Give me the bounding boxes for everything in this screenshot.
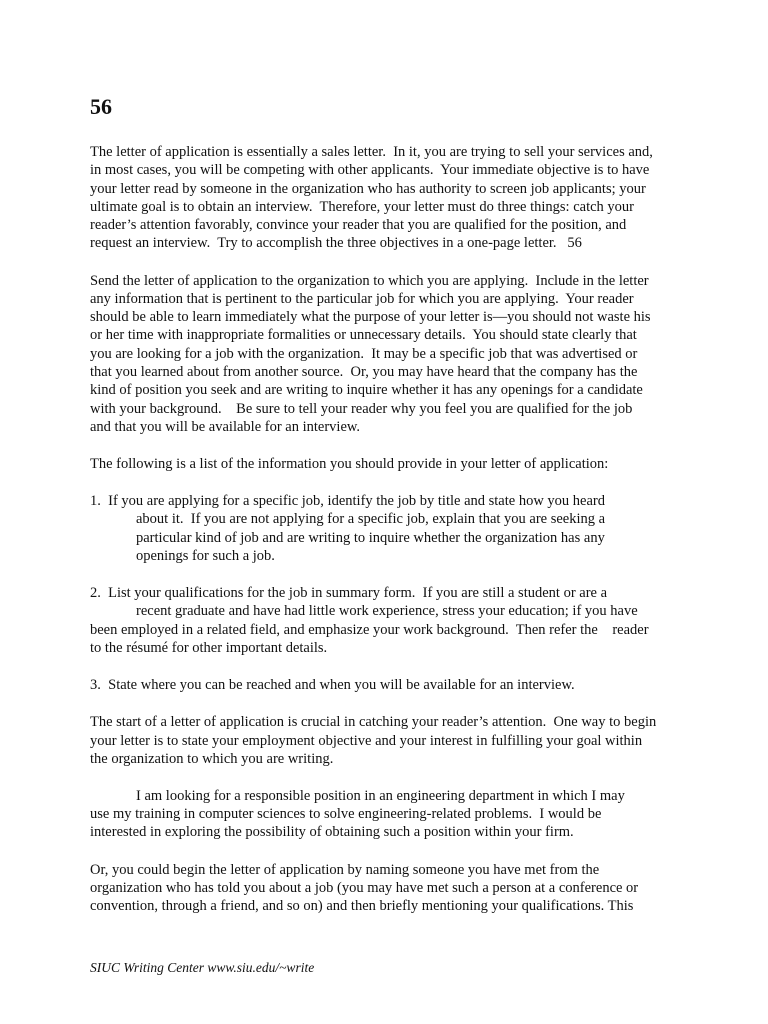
text-line: I am looking for a responsible position in an engineering department in which I may bbox=[136, 787, 625, 804]
text-line: request an interview. Try to accomplish the three objectives in a one-page letter. 56 bbox=[90, 235, 582, 252]
text-line: you are looking for a job with the organization. It may be a specific job that was advertised or bbox=[90, 345, 638, 362]
text-line: been employed in a related field, and emphasize your work background. Then refer the reader bbox=[90, 621, 649, 638]
text-line: and that you will be available for an interview. bbox=[90, 418, 361, 435]
text-line: 1. If you are applying for a specific job, identify the job by title and state how you heard bbox=[90, 493, 606, 510]
text-line: that you learned about from another source. Or, you may have heard that the company has the bbox=[90, 364, 638, 381]
paragraph-intro bbox=[90, 143, 690, 253]
text-line: The start of a letter of application is crucial in catching your reader’s attention. One way to begin bbox=[90, 714, 657, 731]
text-line: ultimate goal is to obtain an interview. Therefore, your letter must do three things: catch your bbox=[90, 198, 634, 215]
text-line: organization who has told you about a job (you may have met such a person at a conference or bbox=[90, 879, 639, 896]
text-line: any information that is pertinent to the particular job for which you are applying. Your reader bbox=[90, 290, 634, 307]
text-line: should be able to learn immediately what the purpose of your letter is—you should not waste his bbox=[90, 309, 651, 326]
text-line: the organization to which you are writing. bbox=[90, 750, 334, 767]
text-line: with your background. Be sure to tell your reader why you feel you are qualified for the job bbox=[90, 400, 633, 417]
text-line: convention, through a friend, and so on) and then briefly mentioning your qualifications. This bbox=[90, 898, 634, 915]
paragraph-naming-someone bbox=[90, 861, 690, 916]
page-number: 56 bbox=[90, 94, 112, 119]
text-line: particular kind of job and are writing to inquire whether the organization has any bbox=[136, 529, 605, 546]
text-line: 2. List your qualifications for the job in summary form. If you are still a student or are a bbox=[90, 585, 608, 602]
text-line: The following is a list of the information you should provide in your letter of application: bbox=[90, 456, 609, 473]
text-line: in most cases, you will be competing with other applicants. Your immediate objective is to have bbox=[90, 162, 650, 179]
text-line: recent graduate and have had little work experience, stress your education; if you have bbox=[136, 603, 638, 620]
paragraph-list-intro bbox=[90, 455, 690, 473]
text-line: openings for such a job. bbox=[136, 548, 275, 565]
text-line: 3. State where you can be reached and when you will be available for an interview. bbox=[90, 677, 575, 694]
text-line: your letter is to state your employment objective and your interest in fulfilling your goal within bbox=[90, 732, 643, 749]
paragraph-send-letter bbox=[90, 272, 690, 437]
text-line: interested in exploring the possibility of obtaining such a position within your firm. bbox=[90, 824, 574, 841]
list-item-3 bbox=[90, 676, 690, 694]
text-line: Send the letter of application to the organization to which you are applying. Include in the letter bbox=[90, 272, 649, 289]
text-line: or her time with inappropriate formalities or unnecessary details. You should state clearly that bbox=[90, 327, 637, 344]
text-line: to the résumé for other important details. bbox=[90, 640, 328, 657]
example-quote bbox=[90, 787, 690, 842]
text-line: about it. If you are not applying for a specific job, explain that you are seeking a bbox=[136, 511, 606, 528]
text-line: kind of position you seek and are writing to inquire whether it has any openings for a candidate bbox=[90, 382, 643, 399]
list-item-1 bbox=[90, 492, 690, 565]
paragraph-start-letter bbox=[90, 713, 690, 768]
text-line: use my training in computer sciences to solve engineering-related problems. I would be bbox=[90, 806, 602, 823]
text-line: reader’s attention favorably, convince your reader that you are qualified for the position, and bbox=[90, 217, 627, 234]
document-body bbox=[90, 143, 690, 915]
text-line: your letter read by someone in the organization who has authority to screen job applicants; your bbox=[90, 180, 646, 197]
list-item-2 bbox=[90, 584, 690, 657]
page-footer: SIUC Writing Center www.siu.edu/~write bbox=[90, 960, 315, 975]
text-line: The letter of application is essentially a sales letter. In it, you are trying to sell your services and, bbox=[90, 144, 653, 160]
text-line: Or, you could begin the letter of application by naming someone you have met from the bbox=[90, 861, 600, 878]
